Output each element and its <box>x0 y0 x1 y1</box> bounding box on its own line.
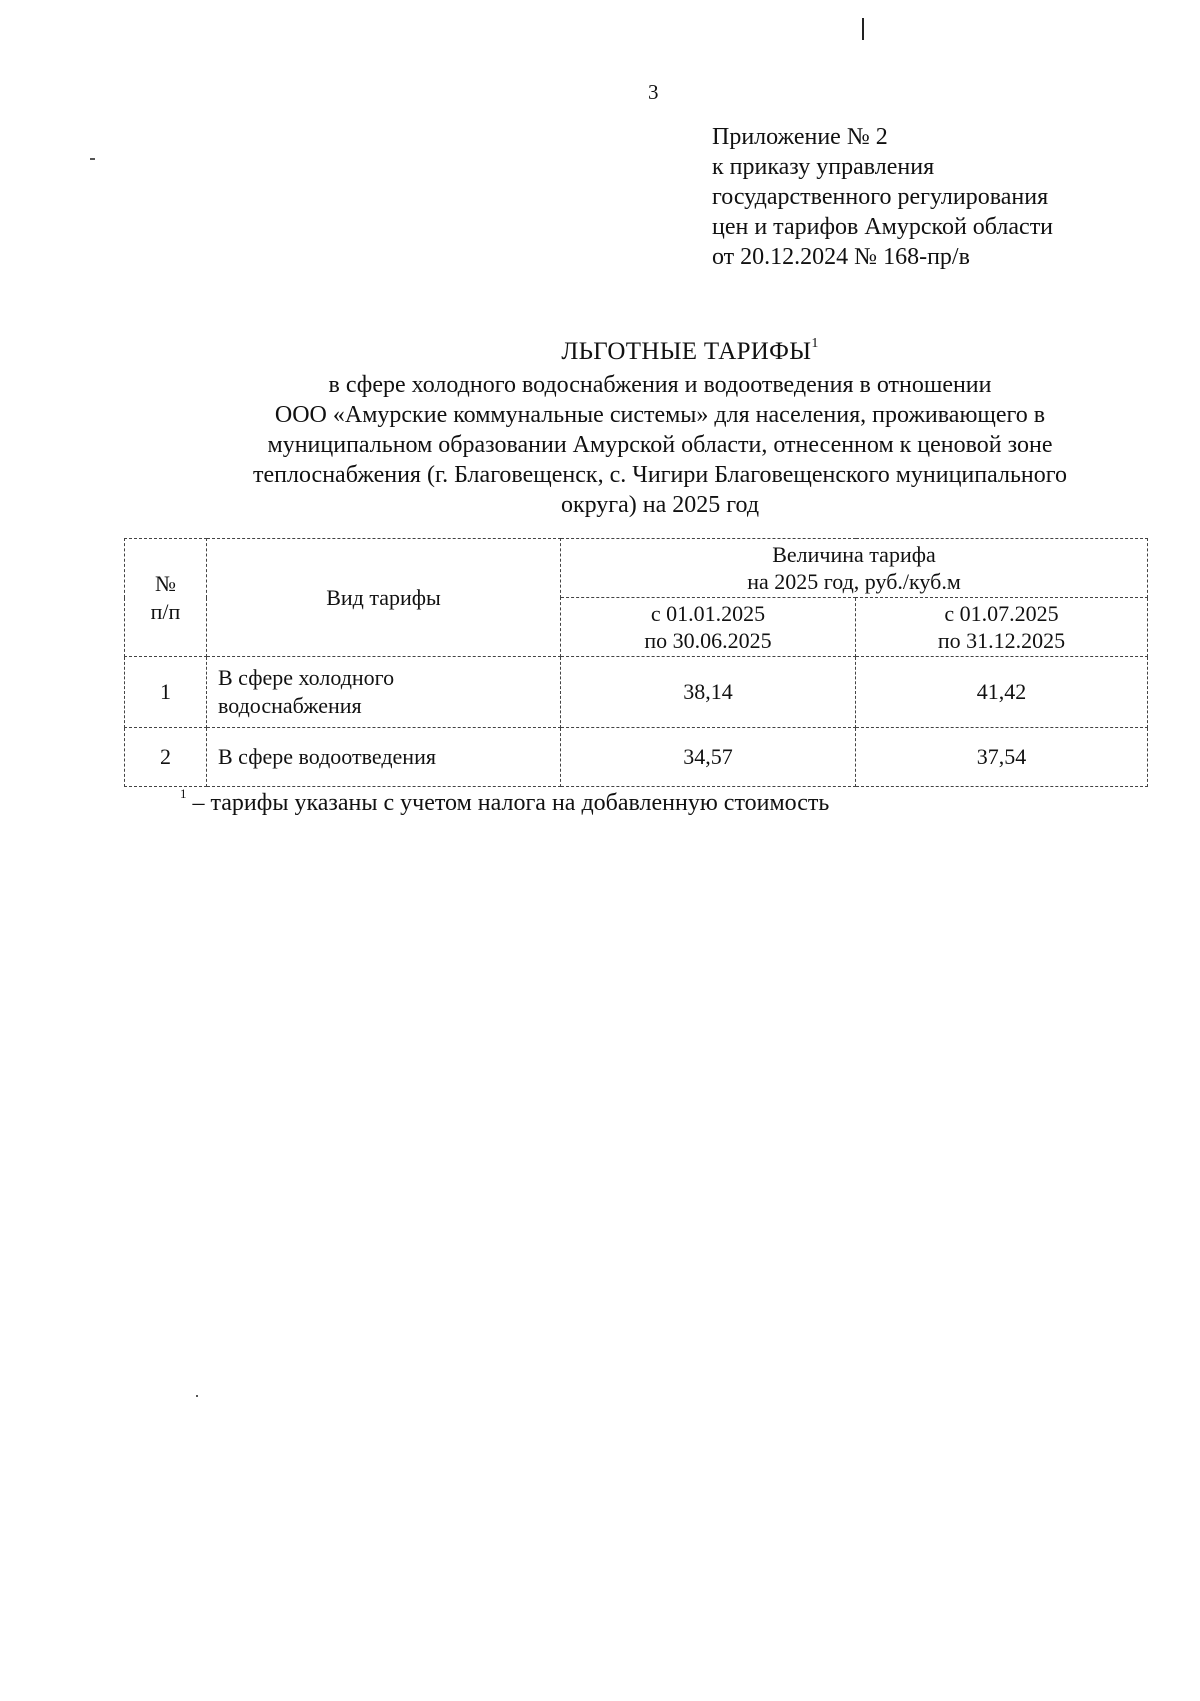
row-type-line: В сфере холодного <box>218 665 395 690</box>
subtitle-line: муниципальном образовании Амурской области, отнесенном к ценовой зоне <box>267 432 1053 458</box>
row-type-line: В сфере водоотведения <box>218 744 436 769</box>
scan-speck <box>196 1395 198 1397</box>
subtitle-line: ООО «Амурские коммунальные системы» для населения, проживающего в <box>274 402 1046 428</box>
tariff-table <box>124 538 1148 787</box>
header-value-title: Величина тарифа <box>772 542 936 567</box>
header-period-end: по 30.06.2025 <box>644 628 772 653</box>
table-row <box>125 657 1148 728</box>
row-type-cell <box>207 728 561 787</box>
header-value-unit: на 2025 год, руб./куб.м <box>747 569 961 594</box>
scan-speck <box>90 158 95 160</box>
row-value-period2: 37,54 <box>856 728 1148 787</box>
header-period-cell <box>561 598 856 657</box>
table-header-row <box>125 539 1148 598</box>
scan-edge-mark <box>862 18 864 40</box>
header-period-start: с 01.01.2025 <box>650 601 766 626</box>
document-title <box>0 336 1200 366</box>
appendix-reference <box>712 122 1053 272</box>
appendix-line: государственного регулирования <box>712 184 1049 210</box>
appendix-line: от 20.12.2024 № 168-пр/в <box>712 244 970 270</box>
title-footnote-mark: 1 <box>811 336 819 351</box>
subtitle-line: теплоснабжения (г. Благовещенск, с. Чигири Благовещенского муниципального <box>253 462 1067 488</box>
row-type-cell <box>207 657 561 728</box>
header-value-cell <box>561 539 1148 598</box>
row-value-period1: 38,14 <box>561 657 856 728</box>
row-number: 1 <box>125 657 207 728</box>
page-number: 3 <box>648 80 659 104</box>
footnote-mark: 1 <box>180 786 187 801</box>
table-row <box>125 728 1148 787</box>
document-subtitle <box>170 370 1150 520</box>
subtitle-line: в сфере холодного водоснабжения и водоотведения в отношении <box>328 372 992 398</box>
appendix-line: к приказу управления <box>712 154 935 180</box>
header-period-start: с 01.07.2025 <box>944 601 1059 626</box>
header-number-symbol: № <box>155 570 176 596</box>
title-text: ЛЬГОТНЫЕ ТАРИФЫ <box>561 338 812 365</box>
row-value-period2: 41,42 <box>856 657 1148 728</box>
header-number-abbr: п/п <box>150 598 181 624</box>
header-period-cell <box>856 598 1148 657</box>
header-type-label: Вид тарифы <box>326 584 441 610</box>
header-type-cell <box>207 539 561 657</box>
row-value-period1: 34,57 <box>561 728 856 787</box>
appendix-line: Приложение № 2 <box>712 124 888 150</box>
appendix-line: цен и тарифов Амурской области <box>712 214 1054 240</box>
header-number-cell <box>125 539 207 657</box>
header-period-end: по 31.12.2025 <box>937 628 1066 653</box>
row-type-line: водоснабжения <box>218 693 362 718</box>
row-number: 2 <box>125 728 207 787</box>
footnote <box>180 786 829 817</box>
subtitle-line: округа) на 2025 год <box>560 492 760 518</box>
footnote-text: – тарифы указаны с учетом налога на добавленную стоимость <box>192 790 830 816</box>
